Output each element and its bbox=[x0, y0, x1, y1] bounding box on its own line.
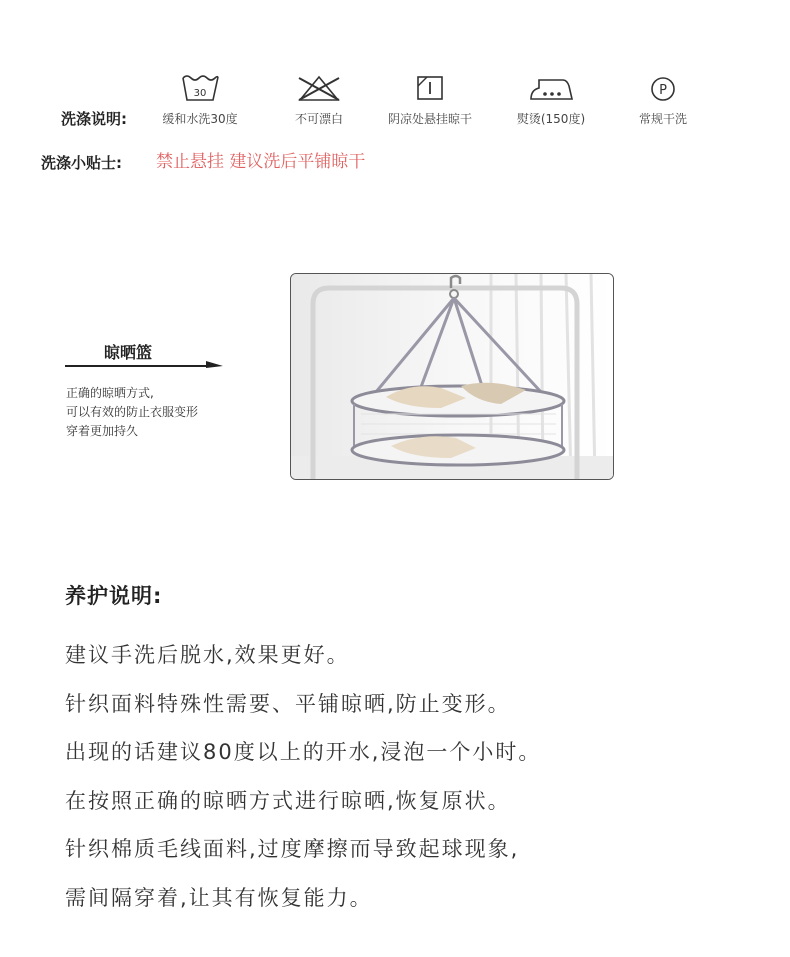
care-caption-shade-dry: 阴凉处悬挂晾干 bbox=[387, 112, 472, 126]
wash-instructions-label: 洗涤说明: bbox=[61, 110, 127, 128]
no-bleach-icon bbox=[295, 74, 343, 102]
care-symbol-no-bleach bbox=[259, 74, 379, 127]
drying-desc-line: 正确的晾晒方式, bbox=[66, 386, 154, 400]
care-line: 针织棉质毛线面料,过度摩擦而导致起球现象, bbox=[65, 837, 520, 861]
wash-30-icon bbox=[180, 74, 220, 102]
wash-tip-text: 禁止悬挂 建议洗后平铺晾干 bbox=[156, 152, 366, 172]
care-line: 在按照正确的晾晒方式进行晾晒,恢复原状。 bbox=[65, 788, 511, 813]
care-caption-wash-30: 缓和水洗30度 bbox=[162, 112, 238, 126]
arrow-right-icon bbox=[65, 357, 225, 371]
care-symbol-iron bbox=[491, 74, 611, 127]
drying-desc-line: 可以有效的防止衣服变形 bbox=[66, 405, 199, 419]
care-line: 需间隔穿着,让其有恢复能力。 bbox=[65, 885, 373, 910]
drying-basket-photo bbox=[290, 273, 614, 480]
care-symbol-dry-clean bbox=[603, 74, 723, 127]
care-line: 建议手洗后脱水,效果更好。 bbox=[65, 643, 350, 667]
drying-basket-description bbox=[66, 384, 198, 441]
care-caption-dry-clean: 常规干洗 bbox=[638, 112, 687, 126]
care-line: 出现的话建议80度以上的开水,浸泡一个小时。 bbox=[65, 740, 542, 764]
wash-temp-badge: 30 bbox=[193, 88, 207, 99]
iron-150-icon bbox=[527, 74, 575, 102]
shade-hang-dry-icon bbox=[415, 74, 445, 102]
care-caption-iron: 熨烫(150度) bbox=[516, 112, 586, 126]
dry-clean-badge: P bbox=[659, 83, 667, 98]
wash-tip-label: 洗涤小贴士: bbox=[41, 154, 122, 172]
care-instructions-title: 养护说明: bbox=[65, 584, 163, 608]
drying-basket-illustration bbox=[291, 274, 613, 479]
care-instructions-list bbox=[65, 637, 541, 928]
dry-clean-p-icon bbox=[648, 74, 678, 102]
drying-desc-line: 穿着更加持久 bbox=[66, 424, 139, 438]
care-caption-no-bleach: 不可漂白 bbox=[294, 112, 343, 126]
care-line: 针织面料特殊性需要、平铺晾晒,防止变形。 bbox=[65, 691, 511, 716]
care-symbol-shade-dry bbox=[370, 74, 490, 127]
care-symbol-wash-30 bbox=[140, 74, 260, 127]
drying-basket-title: 晾晒篮 bbox=[104, 343, 153, 362]
